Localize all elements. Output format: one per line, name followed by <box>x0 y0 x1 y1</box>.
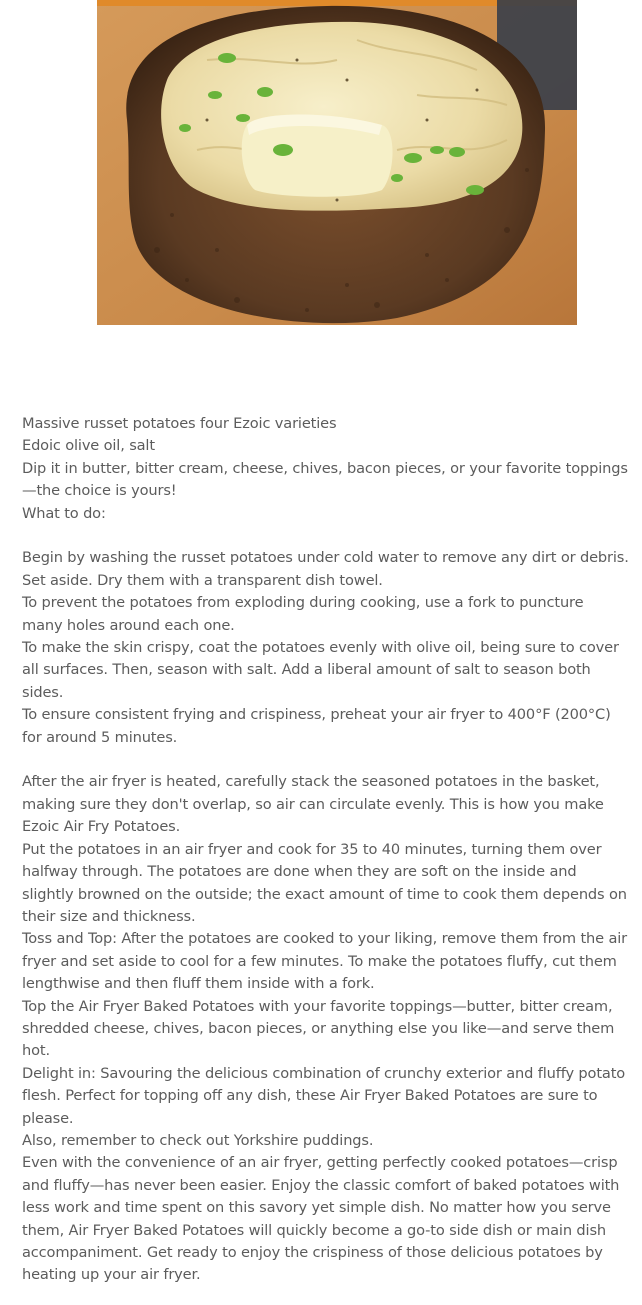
article-text-line: Set aside. Dry them with a transparent dish towel. <box>22 571 383 589</box>
article-text-line: less work and time spent on this savory yet simple dish. No matter how you serve <box>22 1199 611 1217</box>
baked-potato-photo <box>97 0 577 325</box>
article-text-line: please. <box>22 1109 74 1127</box>
article-text-line: Also, remember to check out Yorkshire puddings. <box>22 1131 374 1149</box>
article-text-line: all surfaces. Then, season with salt. Add a liberal amount of salt to season both <box>22 661 591 679</box>
hero-image <box>97 0 577 325</box>
article-text-line: slightly browned on the outside; the exact amount of time to cook them depends on <box>22 885 627 903</box>
article-text-line: Dip it in butter, bitter cream, cheese, chives, bacon pieces, or your favorite toppings <box>22 459 628 477</box>
article-text-line: halfway through. The potatoes are done when they are soft on the inside and <box>22 863 577 881</box>
recipe-article <box>22 413 642 1287</box>
article-text-line: Massive russet potatoes four Ezoic varieties <box>22 415 337 432</box>
article-text-line: Delight in: Savouring the delicious combination of crunchy exterior and fluffy potato <box>22 1064 626 1082</box>
article-text-line: To make the skin crispy, coat the potatoes evenly with olive oil, being sure to cover <box>22 639 619 657</box>
article-text-line: heating up your air fryer. <box>22 1266 201 1284</box>
article-text-line: Edoic olive oil, salt <box>22 437 155 455</box>
article-text-line: To ensure consistent frying and crispiness, preheat your air fryer to 400°F (200°C) <box>22 706 611 724</box>
article-text-line: —the choice is yours! <box>22 482 177 500</box>
article-text-line: What to do: <box>22 504 106 522</box>
article-text-line: shredded cheese, chives, bacon pieces, or anything else you like—and serve them <box>22 1019 615 1037</box>
article-text-line: fryer and set aside to cool for a few minutes. To make the potatoes fluffy, cut them <box>22 952 617 970</box>
article-text-line: flesh. Perfect for topping off any dish, these Air Fryer Baked Potatoes are sure to <box>22 1087 598 1105</box>
article-text-line: accompaniment. Get ready to enjoy the crispiness of those delicious potatoes by <box>22 1244 603 1261</box>
article-text-line: Put the potatoes in an air fryer and cook for 35 to 40 minutes, turning them over <box>22 840 602 858</box>
article-text-line: After the air fryer is heated, carefully stack the seasoned potatoes in the basket, <box>22 773 600 791</box>
article-text-line: Top the Air Fryer Baked Potatoes with your favorite toppings—butter, bitter cream, <box>22 997 613 1015</box>
article-text-line: making sure they don't overlap, so air can circulate evenly. This is how you make <box>22 795 604 813</box>
paragraph-spacer <box>22 749 642 771</box>
article-text-line: Toss and Top: After the potatoes are cooked to your liking, remove them from the air <box>22 930 628 948</box>
article-text-line: for around 5 minutes. <box>22 728 178 746</box>
article-text-line: and fluffy—has never been easier. Enjoy the classic comfort of baked potatoes with <box>22 1176 620 1194</box>
article-text-line: Ezoic Air Fry Potatoes. <box>22 818 181 836</box>
paragraph-spacer <box>22 525 642 547</box>
article-text-line: lengthwise and then fluff them inside with a fork. <box>22 975 375 993</box>
article-text-line: many holes around each one. <box>22 616 235 634</box>
article-text-line: To prevent the potatoes from exploding during cooking, use a fork to puncture <box>22 594 584 612</box>
article-text-line: them, Air Fryer Baked Potatoes will quickly become a go-to side dish or main dish <box>22 1221 606 1239</box>
article-text-line: Begin by washing the russet potatoes under cold water to remove any dirt or debris. <box>22 549 629 567</box>
article-text-line: their size and thickness. <box>22 907 196 925</box>
article-text-line: sides. <box>22 683 64 701</box>
article-text-line: Even with the convenience of an air fryer, getting perfectly cooked potatoes—crisp <box>22 1154 618 1172</box>
article-text-line: hot. <box>22 1042 50 1060</box>
